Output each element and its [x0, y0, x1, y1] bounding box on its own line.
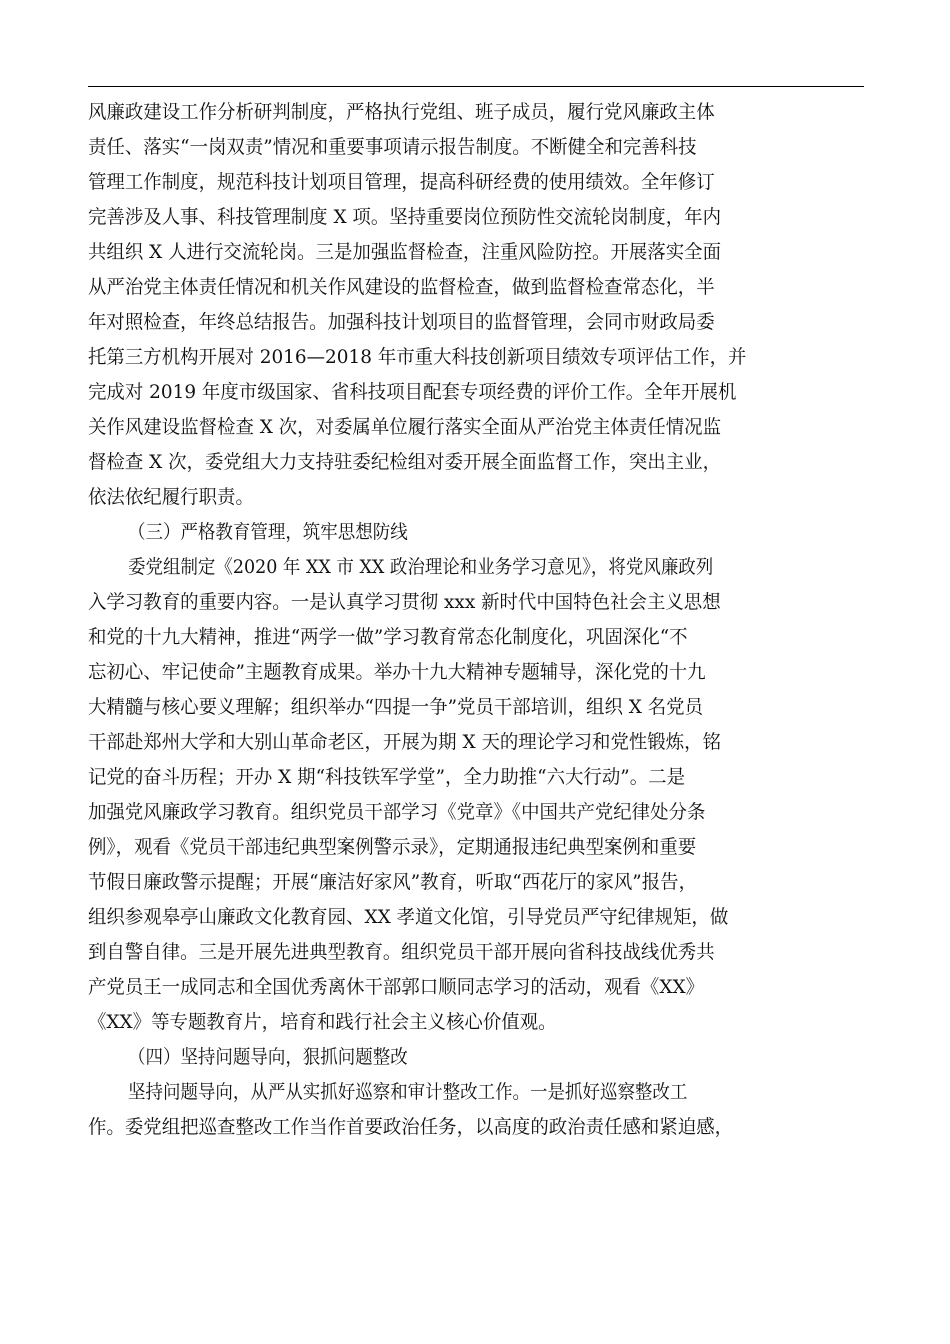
text-line: 加强党风廉政学习教育。组织党员干部学习《党章》《中国共产党纪律处分条 [88, 801, 706, 823]
text-line: 完成对 2019 年度市级国家、省科技项目配套专项经费的评价工作。全年开展机 [88, 381, 737, 403]
text-line: 委党组制定《2020 年 XX 市 XX 政治理论和业务学习意见》，将党风廉政列 [128, 556, 714, 578]
text-line: 《XX》等专题教育片，培育和践行社会主义核心价值观。 [88, 1011, 557, 1033]
text-line: 风廉政建设工作分析研判制度，严格执行党组、班子成员，履行党风廉政主体 [88, 101, 715, 123]
section-heading: （三）严格教育管理，筑牢思想防线 [128, 521, 408, 543]
text-line: 托第三方机构开展对 2016—2018 年市重大科技创新项目绩效专项评估工作，并 [88, 346, 747, 368]
header-rule [88, 86, 864, 87]
text-line: 共组织 X 人进行交流轮岗。三是加强监督检查，注重风险防控。开展落实全面 [88, 241, 722, 263]
text-line: 干部赴郑州大学和大别山革命老区，开展为期 X 天的理论学习和党性锻炼，铭 [88, 731, 722, 753]
text-line: 产党员王一成同志和全国优秀离休干部郭口顺同志学习的活动，观看《XX》 [88, 976, 705, 998]
text-line: 大精髓与核心要义理解；组织举办“四提一争”党员干部培训，组织 X 名党员 [88, 696, 704, 718]
text-line: 入学习教育的重要内容。一是认真学习贯彻 xxx 新时代中国特色社会主义思想 [88, 591, 721, 613]
text-line: 年对照检查，年终总结报告。加强科技计划项目的监督管理，会同市财政局委 [88, 311, 715, 333]
section-heading: （四）坚持问题导向，狠抓问题整改 [128, 1046, 408, 1068]
text-line: 从严治党主体责任情况和机关作风建设的监督检查，做到监督检查常态化，半 [88, 276, 715, 298]
text-line: 管理工作制度，规范科技计划项目管理，提高科研经费的使用绩效。全年修订 [88, 171, 715, 193]
text-line: 坚持问题导向，从严从实抓好巡察和审计整改工作。一是抓好巡察整改工 [128, 1081, 688, 1103]
text-line: 到自警自律。三是开展先进典型教育。组织党员干部开展向省科技战线优秀共 [88, 941, 715, 963]
text-line: 完善涉及人事、科技管理制度 X 项。坚持重要岗位预防性交流轮岗制度，年内 [88, 206, 722, 228]
text-line: 关作风建设监督检查 X 次，对委属单位履行落实全面从严治党主体责任情况监 [88, 416, 722, 438]
text-line: 例》，观看《党员干部违纪典型案例警示录》，定期通报违纪典型案例和重要 [88, 836, 697, 858]
text-line: 作。委党组把巡查整改工作当作首要政治任务，以高度的政治责任感和紧迫感， [88, 1116, 734, 1138]
text-line: 责任、落实“一岗双责”情况和重要事项请示报告制度。不断健全和完善科技 [88, 136, 697, 158]
text-line: 记党的奋斗历程；开办 X 期“科技铁军学堂”，全力助推“六大行动”。二是 [88, 766, 686, 788]
text-line: 忘初心、牢记使命”主题教育成果。举办十九大精神专题辅导，深化党的十九 [88, 661, 706, 683]
text-line: 节假日廉政警示提醒；开展“廉洁好家风”教育，听取“西花厅的家风”报告， [88, 871, 698, 893]
text-line: 依法依纪履行职责。 [88, 486, 254, 508]
text-line: 督检查 X 次，委党组大力支持驻委纪检组对委开展全面监督工作，突出主业， [88, 451, 722, 473]
text-line: 和党的十九大精神，推进“两学一做”学习教育常态化制度化，巩固深化“不 [88, 626, 688, 648]
text-line: 组织参观皋亭山廉政文化教育园、XX 孝道文化馆，引导党员严守纪律规矩，做 [88, 906, 729, 928]
